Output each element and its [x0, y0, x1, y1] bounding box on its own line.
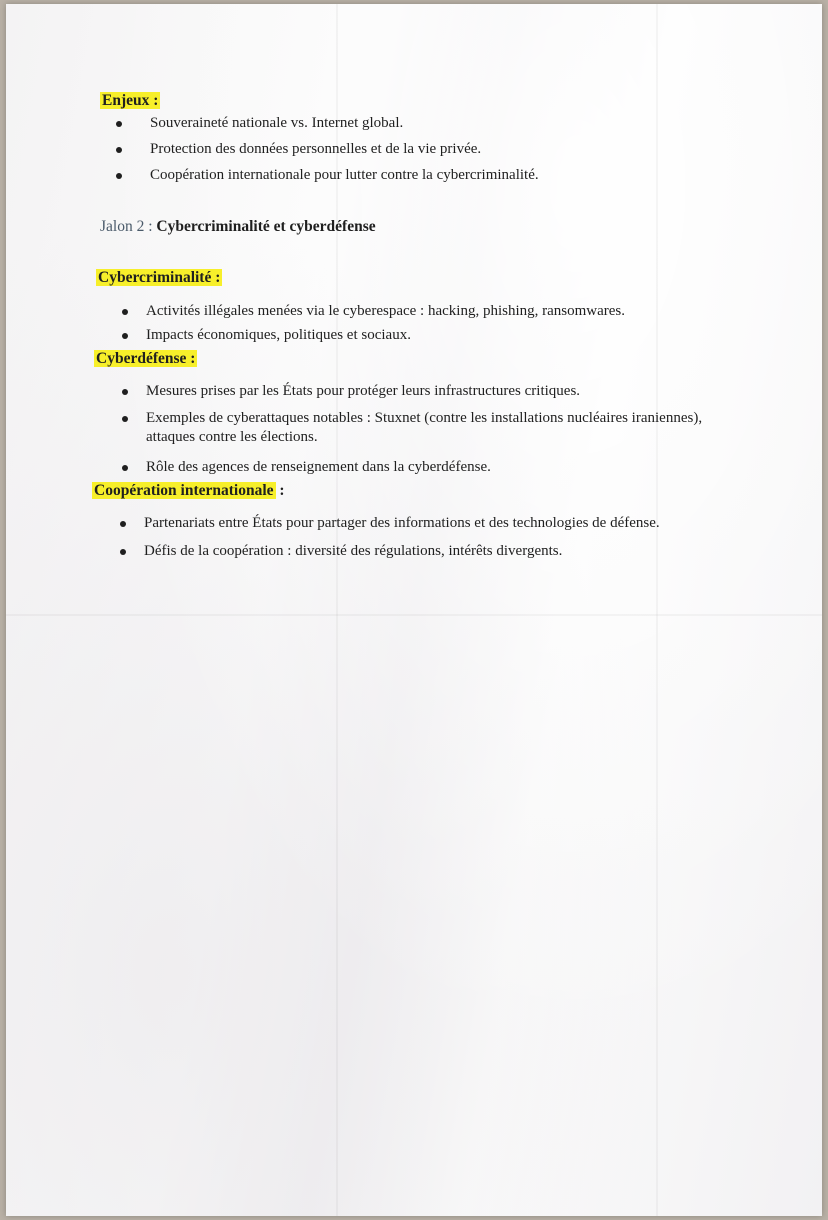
paper-crease	[6, 614, 822, 616]
list-item-text: Impacts économiques, politiques et sociaux.	[146, 327, 411, 343]
list-item-text: Protection des données personnelles et de la vie privée.	[150, 141, 482, 157]
list-item-text: Défis de la coopération : diversité des régulations, intérêts divergents.	[144, 543, 563, 559]
bullet-icon	[122, 416, 128, 422]
jalon-title	[100, 218, 376, 236]
enjeux-heading	[100, 92, 160, 110]
cooperation-heading	[92, 482, 285, 500]
list-item-text: Exemples de cyberattaques notables : Stuxnet (contre les installations nucléaires iraniennes), attaques contre les élections.	[146, 410, 703, 445]
paper-crease	[656, 4, 658, 1216]
cyberdefense-heading-text: Cyberdéfense :	[96, 350, 196, 367]
bullet-icon	[122, 465, 128, 471]
cyberdefense-heading	[94, 350, 197, 368]
cybercriminalite-heading-text: Cybercriminalité :	[98, 269, 221, 286]
cooperation-heading-suffix: :	[275, 482, 285, 499]
bullet-icon	[120, 549, 126, 555]
list-item-text: Partenariats entre États pour partager des informations et des technologies de défense.	[144, 515, 660, 531]
bullet-icon	[122, 333, 128, 339]
cooperation-heading-text: Coopération internationale	[94, 482, 274, 499]
bullet-icon	[120, 521, 126, 527]
bullet-icon	[116, 147, 122, 153]
cybercriminalite-heading	[96, 269, 222, 287]
bullet-icon	[122, 389, 128, 395]
bullet-icon	[116, 173, 122, 179]
jalon-title-text: Cybercriminalité et cyberdéfense	[156, 218, 376, 235]
list-item-text: Mesures prises par les États pour protéger leurs infrastructures critiques.	[146, 383, 581, 399]
list-item-text: Rôle des agences de renseignement dans la cyberdéfense.	[146, 459, 491, 475]
document-page	[6, 4, 822, 1216]
bullet-icon	[122, 309, 128, 315]
bullet-icon	[116, 121, 122, 127]
enjeux-heading-text: Enjeux :	[102, 92, 159, 109]
paper-crease	[336, 4, 338, 1216]
list-item-text: Coopération internationale pour lutter contre la cybercriminalité.	[150, 167, 539, 183]
jalon-prefix: Jalon 2 :	[100, 218, 153, 235]
list-item-text: Souveraineté nationale vs. Internet global.	[150, 115, 404, 131]
list-item-text: Activités illégales menées via le cyberespace : hacking, phishing, ransomwares.	[146, 303, 626, 319]
